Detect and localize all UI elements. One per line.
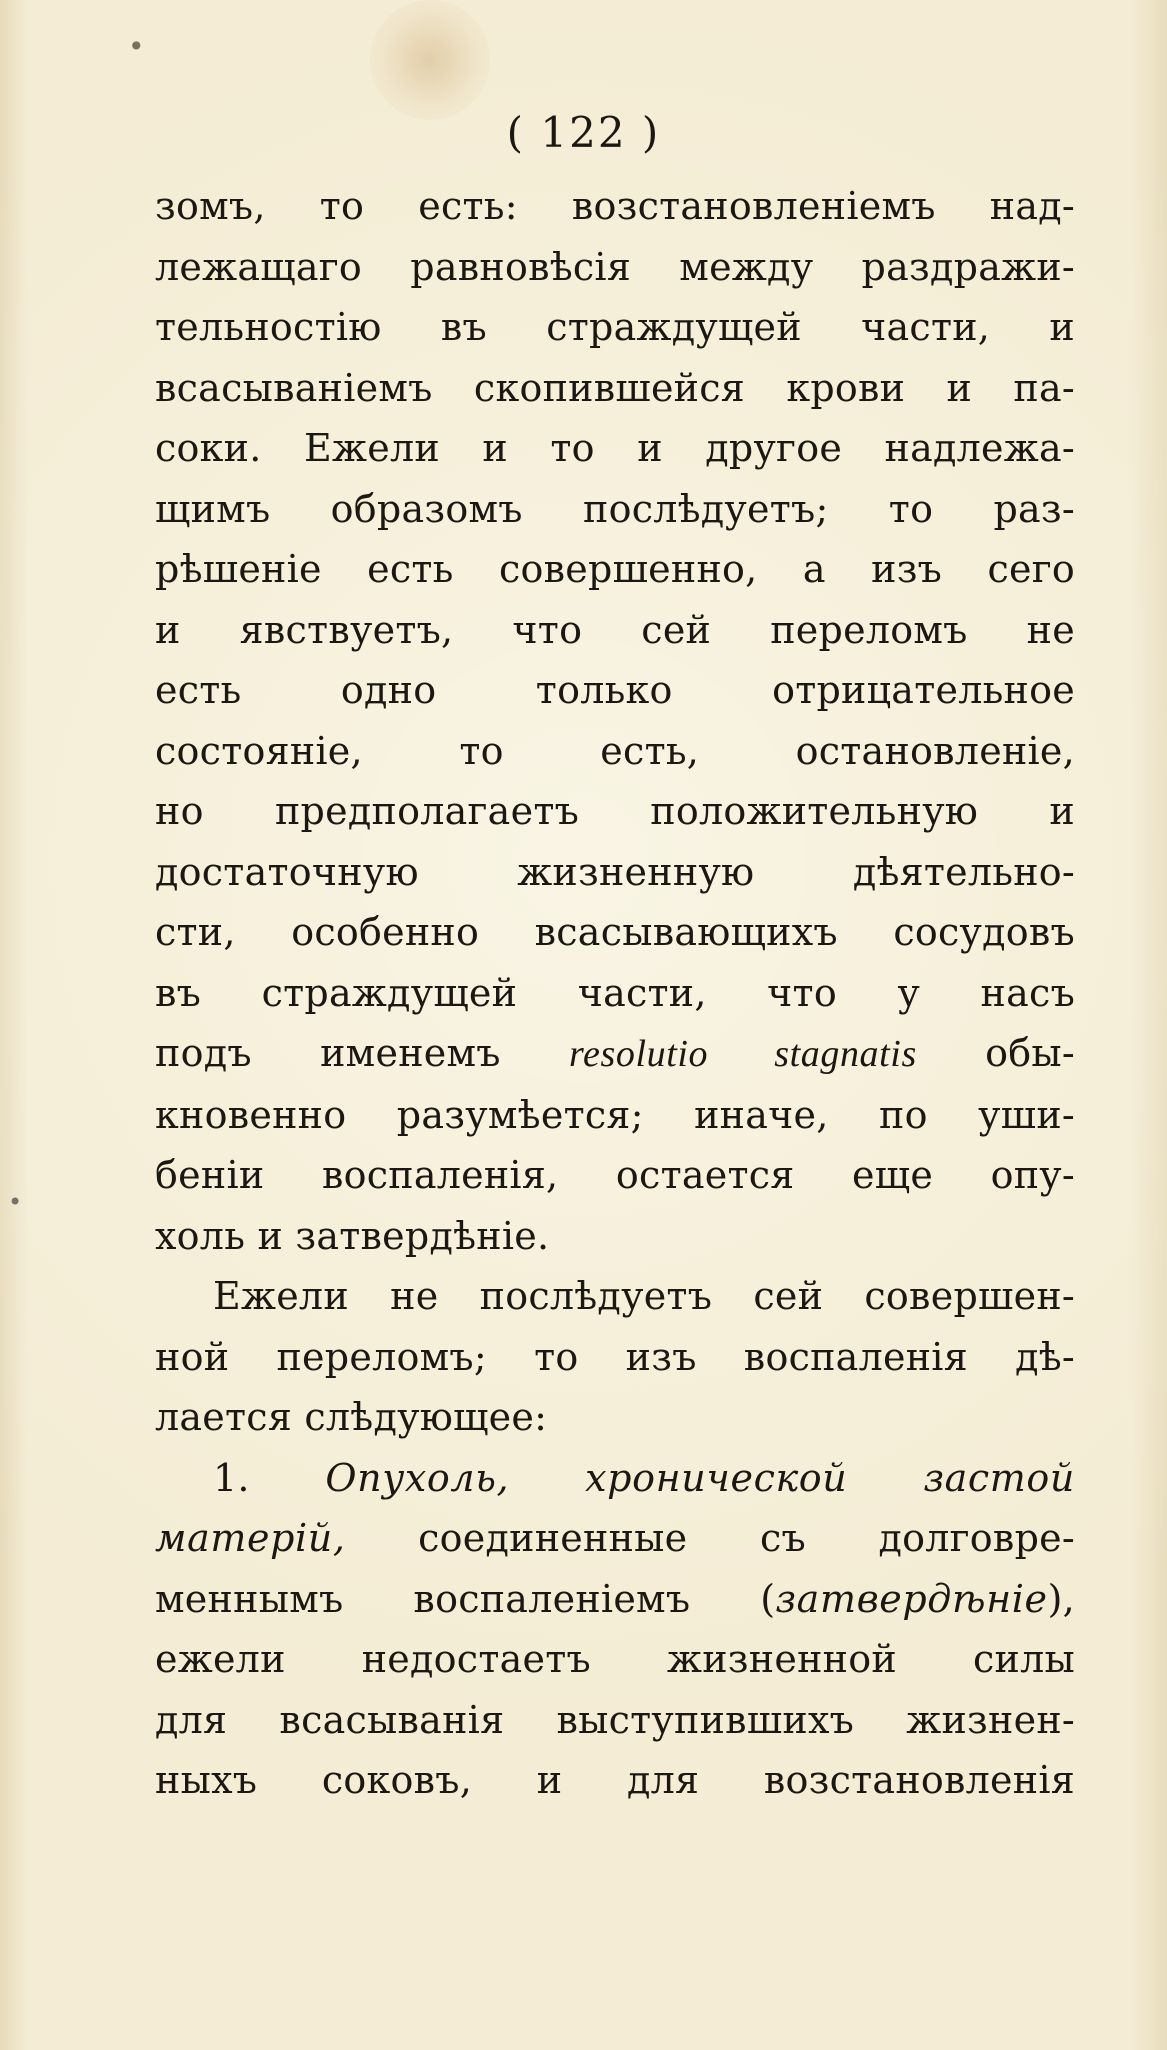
italic-phrase-1: Опухоль, хронической застой (325, 1455, 1075, 1500)
italic-phrase-2: матерiй, (155, 1516, 346, 1560)
text-line-22 (155, 1448, 1075, 1509)
text-line-7: рѣшенiе есть совершенно, а изъ сего (155, 547, 1075, 591)
text-line-11: но предполагаетъ положительную и (155, 789, 1075, 833)
text-line-19: Ежели не послѣдуетъ сей совершен- (213, 1274, 1075, 1318)
text-line-2: лежащаго равновѣсiя между раздражи- (155, 244, 1075, 289)
text-line-14: въ страждущей части, что у насъ (155, 970, 1075, 1015)
text-line-16: кновенно разумѣется; иначе, по уши- (155, 1092, 1075, 1137)
text-line-21: лается слѣдующее: (155, 1395, 548, 1439)
text-line-24 (155, 1569, 1075, 1630)
text-line-1: зомъ, то есть: возстановленiемъ над- (155, 184, 1075, 228)
latin-term: resolutio stagnatis (569, 1033, 917, 1075)
margin-mark: • (8, 1188, 23, 1216)
list-number: 1. (213, 1455, 250, 1500)
text-line-15 (155, 1023, 1075, 1085)
page-number: ( 122 ) (506, 108, 661, 157)
text-line-4: всасыванiемъ скопившейся крови и па- (155, 365, 1075, 410)
text-line-12: достаточную жизненную дѣятельно- (155, 849, 1075, 894)
printing-mark: • (128, 30, 145, 63)
paper-stain (370, 0, 490, 120)
text-line-24-post: ), (1047, 1576, 1075, 1621)
text-line-24-pre: меннымъ воспаленiемъ ( (155, 1576, 776, 1621)
text-line-6: щимъ образомъ послѣдуетъ; то раз- (155, 486, 1075, 531)
page-text (155, 176, 1075, 1811)
text-line-13: сти, особенно всасывающихъ сосудовъ (155, 910, 1075, 954)
text-line-10: состоянiе, то есть, остановленiе, (155, 728, 1075, 773)
text-line-3: тельностiю въ страждущей части, и (155, 305, 1075, 349)
text-line-18: холь и затвердѣнiе. (155, 1213, 550, 1258)
text-line-8: и явствуетъ, что сей переломъ не (155, 607, 1075, 652)
text-line-27: ныхъ соковъ, и для возстановленiя (155, 1758, 1075, 1802)
text-line-5: соки. Ежели и то и другое надлежа- (155, 426, 1075, 470)
text-line-17: бенiи воспаленiя, остается еще опу- (155, 1153, 1075, 1197)
text-line-15-pre: подъ именемъ (155, 1031, 501, 1075)
text-line-26: для всасыванiя выступившихъ жизнен- (155, 1697, 1075, 1742)
text-line-9: есть одно только отрицательное (155, 668, 1075, 712)
italic-phrase-3: затвердѣнiе (775, 1576, 1048, 1621)
text-line-20: ной переломъ; то изъ воспаленiя дѣ- (155, 1334, 1075, 1379)
text-line-23 (155, 1508, 1075, 1569)
text-line-25: ежели недостаетъ жизненной силы (155, 1637, 1075, 1681)
text-line-23-post: соединенные съ долговре- (418, 1516, 1075, 1560)
text-line-15-post: обы- (985, 1031, 1075, 1075)
